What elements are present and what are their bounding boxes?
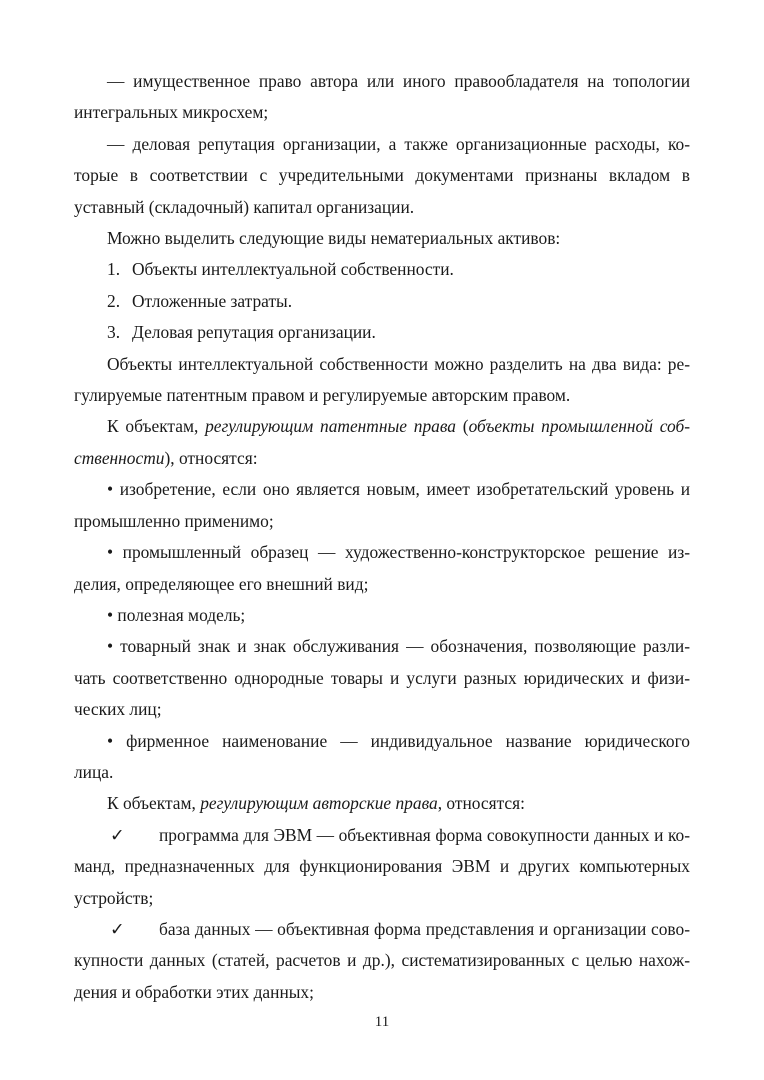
list-text: Отложенные затраты. xyxy=(132,290,293,311)
bullet-trademark xyxy=(74,631,690,725)
bullet-company-name xyxy=(74,726,690,789)
checkmark-icon: ✓ xyxy=(110,918,125,939)
text-line: — деловая репутация организации, а также организационные расходы, ко- xyxy=(107,133,690,154)
text-line: манд, предназначенных для функционирования ЭВМ и других компьютерных xyxy=(74,856,690,877)
list-item xyxy=(74,317,690,348)
text-span: ( xyxy=(455,416,469,437)
page-body xyxy=(74,66,690,1008)
text-span: программа для ЭВМ — объективная форма совокупности данных и ко- xyxy=(159,824,690,845)
paragraph-copyright-objects xyxy=(74,788,690,819)
numbered-list xyxy=(74,254,690,348)
text-span: база данных — объективная форма представления и организации сово- xyxy=(159,918,690,939)
italic-term: ственности xyxy=(74,447,165,468)
text-line: купности данных (статей, расчетов и др.), систематизированных с целью нахож- xyxy=(74,950,690,971)
check-item-software xyxy=(74,820,690,914)
text-span: К объектам, xyxy=(107,793,201,814)
text-line: устройств; xyxy=(74,887,154,908)
text-line: ческих лиц; xyxy=(74,699,162,720)
text-line xyxy=(74,411,690,442)
text-line: Объекты интеллектуальной собственности можно разделить на два вида: ре- xyxy=(107,353,690,374)
text-line xyxy=(74,820,690,851)
text-line: интегральных микросхем; xyxy=(74,102,269,123)
text-span: ), относятся: xyxy=(164,447,258,468)
text-line xyxy=(74,914,690,945)
list-number: 2. xyxy=(107,290,121,311)
italic-term: объекты промышленной соб- xyxy=(468,416,691,437)
list-text: Деловая репутация организации. xyxy=(132,322,376,343)
text-line: • фирменное наименование — индивидуальное название юридического xyxy=(107,730,690,751)
text-line: чать соответственно однородные товары и услуги разных юридических и физи- xyxy=(74,667,690,688)
italic-term: регулирующим авторские права xyxy=(200,793,438,814)
text-line: гулируемые патентным правом и регулируемые авторским правом. xyxy=(74,385,571,406)
checkmark-icon: ✓ xyxy=(110,824,125,845)
text-line: лица. xyxy=(74,761,114,782)
text-line xyxy=(74,443,690,474)
text-line: — имущественное право автора или иного правообладателя на топологии xyxy=(107,71,690,91)
text-line: промышленно применимо; xyxy=(74,510,274,531)
italic-term: регулирующим патентные права xyxy=(205,416,456,437)
text-line: делия, определяющее его внешний вид; xyxy=(74,573,369,594)
check-item-database xyxy=(74,914,690,1008)
text-line: • товарный знак и знак обслуживания — обозначения, позволяющие разли- xyxy=(107,636,690,657)
text-line: • изобретение, если оно является новым, имеет изобретательский уровень и xyxy=(107,479,690,500)
text-line: • промышленный образец — художественно-конструкторское решение из- xyxy=(107,542,690,563)
text-line: уставный (складочный) капитал организации. xyxy=(74,196,415,217)
list-number: 3. xyxy=(107,322,121,343)
bullet-industrial-design xyxy=(74,537,690,600)
text-span: К объектам, xyxy=(107,416,206,437)
bullet-invention xyxy=(74,474,690,537)
page-number: 11 xyxy=(374,1014,390,1030)
list-text: Объекты интеллектуальной собственности. xyxy=(132,259,454,280)
list-item xyxy=(74,254,690,285)
text-line: торые в соответствии с учредительными документами признаны вкладом в xyxy=(74,165,690,186)
text-span: , относятся: xyxy=(437,793,525,814)
paragraph-types-intro: Можно выделить следующие виды нематериальных активов: xyxy=(107,228,561,249)
text-line: дения и обработки этих данных; xyxy=(74,981,314,1002)
paragraph-goodwill xyxy=(74,129,690,223)
paragraph-patent-objects xyxy=(74,411,690,474)
list-number: 1. xyxy=(107,259,121,280)
bullet-utility-model: • полезная модель; xyxy=(107,604,246,625)
paragraph-ip-kinds xyxy=(74,349,690,412)
paragraph-topology xyxy=(74,66,690,129)
list-item xyxy=(74,286,690,317)
